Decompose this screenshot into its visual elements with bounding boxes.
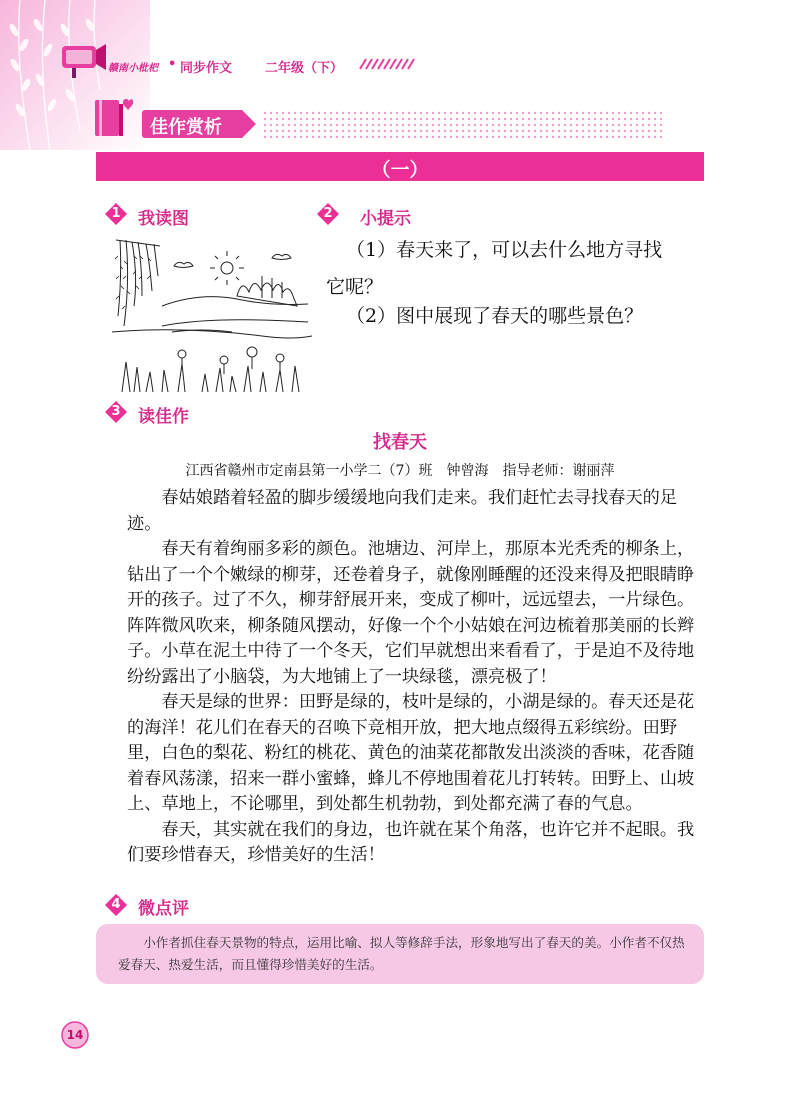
essay-paragraph: 春天，其实就在我们的身边，也许就在某个角落，也许它并不起眼。我们要珍惜春天，珍惜美好的生活！ [127, 819, 695, 865]
hint-2: （2）图中展现了春天的哪些景色？ [346, 305, 644, 327]
step-number-2: 2 [323, 206, 333, 221]
essay-title: 找春天 [373, 432, 427, 453]
comment-text: 小作者抓住春天景物的特点，运用比喻、拟人等修辞手法，形象地写出了春天的美。小作者不仅热爱春天、热爱生活，而且懂得珍惜美好的生活。 [118, 935, 685, 972]
step-number-1: 1 [111, 206, 121, 221]
hint-1-line1: （1）春天来了，可以去什么地方寻找 [346, 239, 663, 261]
section-title: 佳作赏析 [150, 117, 222, 138]
step-title-4: 微点评 [138, 899, 189, 919]
hint-1-line2: 它呢？ [326, 276, 384, 298]
section-title-arrow [242, 110, 256, 138]
book-title: 同步作文 [180, 61, 233, 76]
step-title-3: 读佳作 [138, 407, 189, 427]
page-number: 14 [66, 1028, 84, 1042]
part-label: （一） [371, 159, 429, 181]
section-dots-decoration [262, 110, 662, 138]
series-name: 赣南小枇杷 [108, 63, 158, 74]
essay-byline: 江西省赣州市定南县第一小学二（7）班 钟曾海 指导老师：谢丽萍 [185, 463, 615, 479]
comment-box [96, 924, 704, 984]
essay-paragraph: 春天有着绚丽多彩的颜色。池塘边、河岸上，那原本光秃秃的柳条上，钻出了一个个嫩绿的柳芽，还卷着身子，就像刚睡醒的还没来得及把眼睛睁开的孩子。过了不久，柳芽舒展开来，变成了柳叶，远远望去，一片绿色。阵阵微风吹来，柳条随风摆动，好像一个个小姑娘在河边梳着那美丽的长辫子。小草在泥土中待了一个冬天，它们早就想出来看看了，于是迫不及待地纷纷露出了小脑袋，为大地铺上了一块绿毯，漂亮极了！ [127, 539, 695, 687]
step-title-1: 我读图 [138, 209, 189, 229]
step-number-4: 4 [111, 897, 121, 912]
step-title-2: 小提示 [360, 209, 411, 229]
essay-paragraph: 春姑娘踏着轻盈的脚步缓缓地向我们走来。我们赶忙去寻找春天的足迹。 [127, 488, 678, 534]
essay-body [127, 486, 707, 869]
header-separator: • [168, 57, 177, 72]
part-banner [96, 152, 704, 181]
header-stripes-decoration [358, 58, 418, 70]
essay-paragraph: 春天是绿的世界：田野是绿的，枝叶是绿的，小湖是绿的。春天还是花的海洋！花儿们在春天的召唤下竞相开放，把大地点缀得五彩缤纷。田野里，白色的梨花、粉红的桃花、黄色的油菜花都散发出淡淡的香味，花香随着春风荡漾，招来一群小蜜蜂，蜂儿不停地围着花儿打转转。田野上、山坡上、草地上，不论哪里，到处都生机勃勃，到处都充满了春的气息。 [127, 692, 695, 814]
book-heart-icon [93, 96, 133, 140]
spring-scene-illustration [112, 236, 312, 392]
step-number-3: 3 [111, 404, 121, 419]
series-logo-icon [58, 40, 110, 80]
grade-label: 二年级（下） [265, 61, 344, 76]
